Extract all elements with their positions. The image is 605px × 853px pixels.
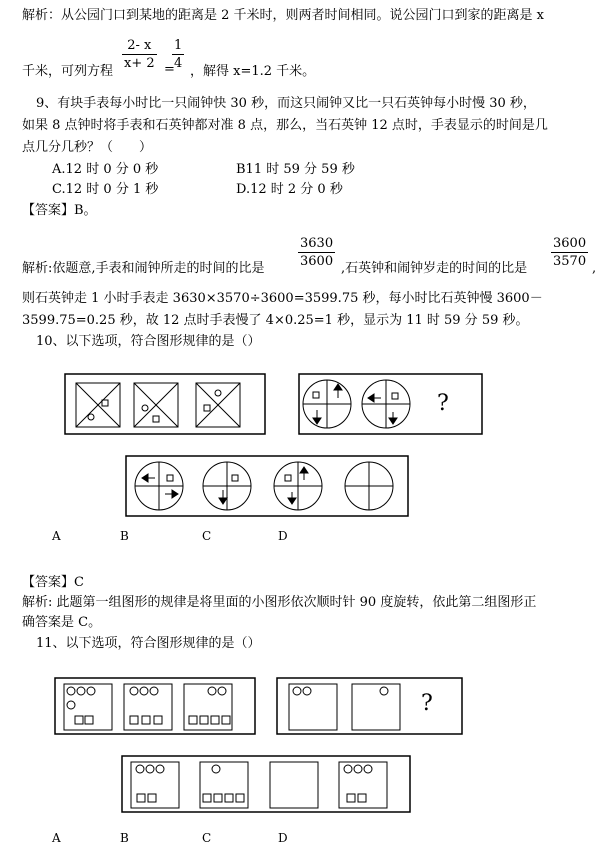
fraction-denominator: 3570	[553, 254, 587, 269]
text-line: 千米，可列方程	[22, 64, 114, 79]
question-9-line: 9、有块手表每小时比一只闹钟快 30 秒，而这只闹钟又比一只石英钟每小时慢 30 秒，	[36, 96, 536, 111]
fraction-denominator: x+ 2	[124, 56, 155, 71]
fraction-numerator: 3630	[300, 236, 334, 251]
label-a: A	[52, 831, 61, 845]
fraction-numerator: 1	[174, 38, 183, 53]
answer: 【答案】B。	[22, 203, 97, 218]
label-b: B	[120, 529, 129, 543]
fraction-3630-3600	[298, 236, 335, 269]
question-mark: ?	[437, 391, 449, 416]
question-9-line: 点几分几秒？（ ）	[22, 140, 153, 155]
equals-sign: =	[164, 62, 175, 77]
solution-line: 确答案是 C。	[22, 615, 102, 630]
question-11-title: 11、以下选项，符合图形规律的是（）	[36, 636, 261, 651]
fraction-1	[122, 38, 157, 71]
label-b: B	[120, 831, 129, 845]
question-10-title: 10、以下选项，符合图形规律的是（）	[36, 334, 261, 349]
solution-line: 3599.75=0.25 秒，故 12 点时手表慢了 4×0.25=1 秒，显示为 11 时 59 分 59 秒。	[22, 313, 529, 328]
label-c: C	[202, 831, 212, 845]
option-c: C.12 时 0 分 1 秒	[52, 182, 159, 197]
question-mark: ?	[421, 691, 433, 716]
answer: 【答案】C	[22, 575, 84, 590]
text-line: ，解得 x=1.2 千米。	[190, 64, 316, 79]
label-a: A	[52, 529, 61, 543]
text-line: 解析：从公园门口到某地的距离是 2 千米时，则两者时间相同。说公园门口到家的距离是 x	[22, 8, 545, 23]
option-a: A.12 时 0 分 0 秒	[52, 162, 159, 177]
label-d: D	[278, 831, 288, 845]
question-10-figures	[0, 360, 605, 540]
comma: ,	[592, 261, 597, 276]
question-9-line: 如果 8 点钟时将手表和石英钟都对准 8 点，那么，当石英钟 12 点时，手表显示的时间是几	[22, 118, 548, 133]
solution-line: ,石英钟和闹钟岁走的时间的比是	[341, 261, 528, 276]
option-d: D.12 时 2 分 0 秒	[236, 182, 343, 197]
fraction-denominator: 3600	[300, 254, 334, 269]
fraction-denominator: 4	[174, 56, 183, 71]
solution-line: 解析: 此题第一组图形的规律是将里面的小图形依次顺时针 90 度旋转，依此第二组图形正	[22, 595, 537, 610]
label-d: D	[278, 529, 288, 543]
question-11-figures	[0, 670, 605, 820]
option-b: B11 时 59 分 59 秒	[236, 162, 355, 177]
solution-line: 则石英钟走 1 小时手表走 3630×3570÷3600=3599.75 秒，每小时比石英钟慢 3600－	[22, 291, 543, 306]
fraction-numerator: 3600	[553, 236, 587, 251]
label-c: C	[202, 529, 212, 543]
fraction-2	[172, 38, 184, 71]
fraction-3600-3570	[551, 236, 588, 269]
solution-line: 解析:依题意,手表和闹钟所走的时间的比是	[22, 261, 265, 276]
fraction-numerator: 2- x	[127, 38, 152, 53]
